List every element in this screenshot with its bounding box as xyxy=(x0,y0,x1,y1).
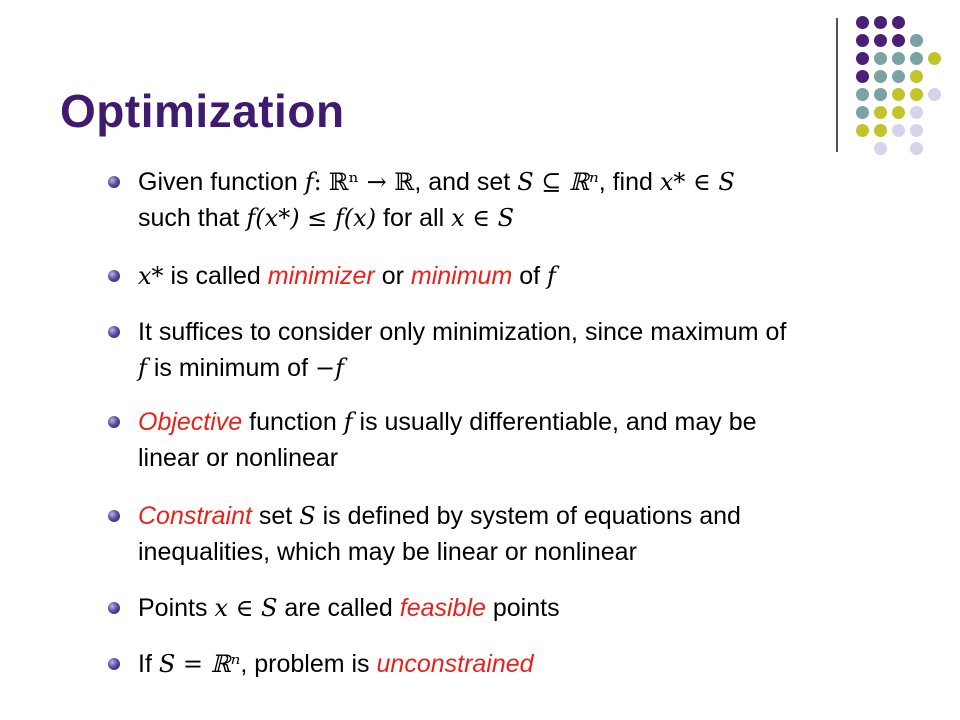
decor-dot xyxy=(892,124,905,137)
text-run: is called xyxy=(170,262,261,290)
decor-dot xyxy=(928,88,941,101)
highlighted-term: minimum xyxy=(410,262,513,290)
decor-dot xyxy=(892,88,905,101)
slide-title: Optimization xyxy=(60,85,345,137)
decor-dot xyxy=(874,124,887,137)
decor-dot xyxy=(874,52,887,65)
decor-dot xyxy=(856,70,869,83)
text-run: points xyxy=(492,594,560,622)
text-run: is defined by system of equations and xyxy=(322,502,741,530)
decor-dot xyxy=(910,70,923,83)
decor-dot xyxy=(856,16,869,29)
bullet-dot-icon xyxy=(108,510,120,522)
math-expression: S xyxy=(299,502,316,530)
text-run: is minimum of xyxy=(153,354,309,382)
decor-dot xyxy=(874,88,887,101)
text-run: set xyxy=(258,502,293,530)
text-run: If xyxy=(138,650,152,678)
math-expression: x* ∈ S xyxy=(659,168,735,196)
text-run: , and set xyxy=(414,168,511,196)
decor-dot xyxy=(910,52,923,65)
bullet-line xyxy=(138,164,908,200)
decor-dot xyxy=(910,106,923,119)
bullet-line xyxy=(138,404,908,440)
decor-dot xyxy=(892,34,905,47)
bullet-line xyxy=(138,200,908,236)
text-run: is usually differentiable, and may be xyxy=(359,408,757,436)
math-expression: f(x*) ≤ f(x) xyxy=(246,204,377,232)
math-expression: f xyxy=(304,168,314,196)
bullet-text xyxy=(138,646,908,682)
decor-dot xyxy=(874,142,887,155)
text-run: Points xyxy=(138,594,208,622)
text-run: function xyxy=(249,408,337,436)
decor-dot xyxy=(910,142,923,155)
bullet-line xyxy=(138,350,908,386)
bullet-text xyxy=(138,590,908,626)
math-expression: x* xyxy=(138,262,164,290)
decor-dot xyxy=(856,124,869,137)
bullet-dot-icon xyxy=(108,602,120,614)
decor-dot xyxy=(856,88,869,101)
decor-dot xyxy=(910,124,923,137)
highlighted-term: minimizer xyxy=(267,262,375,290)
math-expression: S = ℝⁿ xyxy=(158,650,241,678)
bullet-line: inequalities, which may be linear or nonlinear xyxy=(138,538,637,566)
decor-dot xyxy=(856,34,869,47)
bullet-text xyxy=(138,258,908,294)
bullet-text xyxy=(138,404,908,476)
text-run: Given function xyxy=(138,168,298,196)
text-run: or xyxy=(381,262,404,290)
bullet-dot-icon xyxy=(108,176,120,188)
decor-dot xyxy=(874,16,887,29)
bullet-dot-icon xyxy=(108,658,120,670)
decor-dot xyxy=(910,34,923,47)
highlighted-term: feasible xyxy=(399,594,486,622)
decor-dot xyxy=(874,106,887,119)
text-run: are called xyxy=(284,594,393,622)
math-expression: f xyxy=(343,408,353,436)
decor-dot xyxy=(892,52,905,65)
math-expression: ℝⁿ → ℝ xyxy=(328,168,415,196)
bullet-line xyxy=(138,498,908,534)
highlighted-term: unconstrained xyxy=(376,650,534,678)
decor-dot xyxy=(892,16,905,29)
decor-dot xyxy=(910,88,923,101)
math-expression: x ∈ S xyxy=(214,594,278,622)
vertical-divider xyxy=(836,18,838,152)
bullet-line: linear or nonlinear xyxy=(138,444,339,472)
text-run: of xyxy=(519,262,541,290)
math-expression: f xyxy=(547,262,556,290)
math-expression: −f xyxy=(314,354,344,382)
bullet-dot-icon xyxy=(108,270,120,282)
math-expression: : xyxy=(313,168,322,196)
decor-dot xyxy=(892,106,905,119)
highlighted-term: Objective xyxy=(138,408,243,436)
text-run: , problem is xyxy=(240,650,370,678)
bullet-text xyxy=(138,498,908,570)
decor-dot xyxy=(856,106,869,119)
bullet-dot-icon xyxy=(108,416,120,428)
text-run: such that xyxy=(138,204,240,232)
bullet-dot-icon xyxy=(108,326,120,338)
decor-dot xyxy=(892,70,905,83)
math-expression: S ⊆ ℝⁿ xyxy=(517,168,599,196)
text-run: , find xyxy=(598,168,653,196)
math-expression: f xyxy=(138,354,147,382)
decor-dot xyxy=(856,52,869,65)
highlighted-term: Constraint xyxy=(138,502,252,530)
decor-dot xyxy=(874,70,887,83)
bullet-line: It suffices to consider only minimization, since maximum of xyxy=(138,318,787,346)
bullet-text xyxy=(138,314,908,386)
math-expression: x ∈ S xyxy=(451,204,515,232)
decor-dot xyxy=(928,52,941,65)
bullet-text xyxy=(138,164,908,236)
text-run: for all xyxy=(383,204,445,232)
decor-dot xyxy=(874,34,887,47)
